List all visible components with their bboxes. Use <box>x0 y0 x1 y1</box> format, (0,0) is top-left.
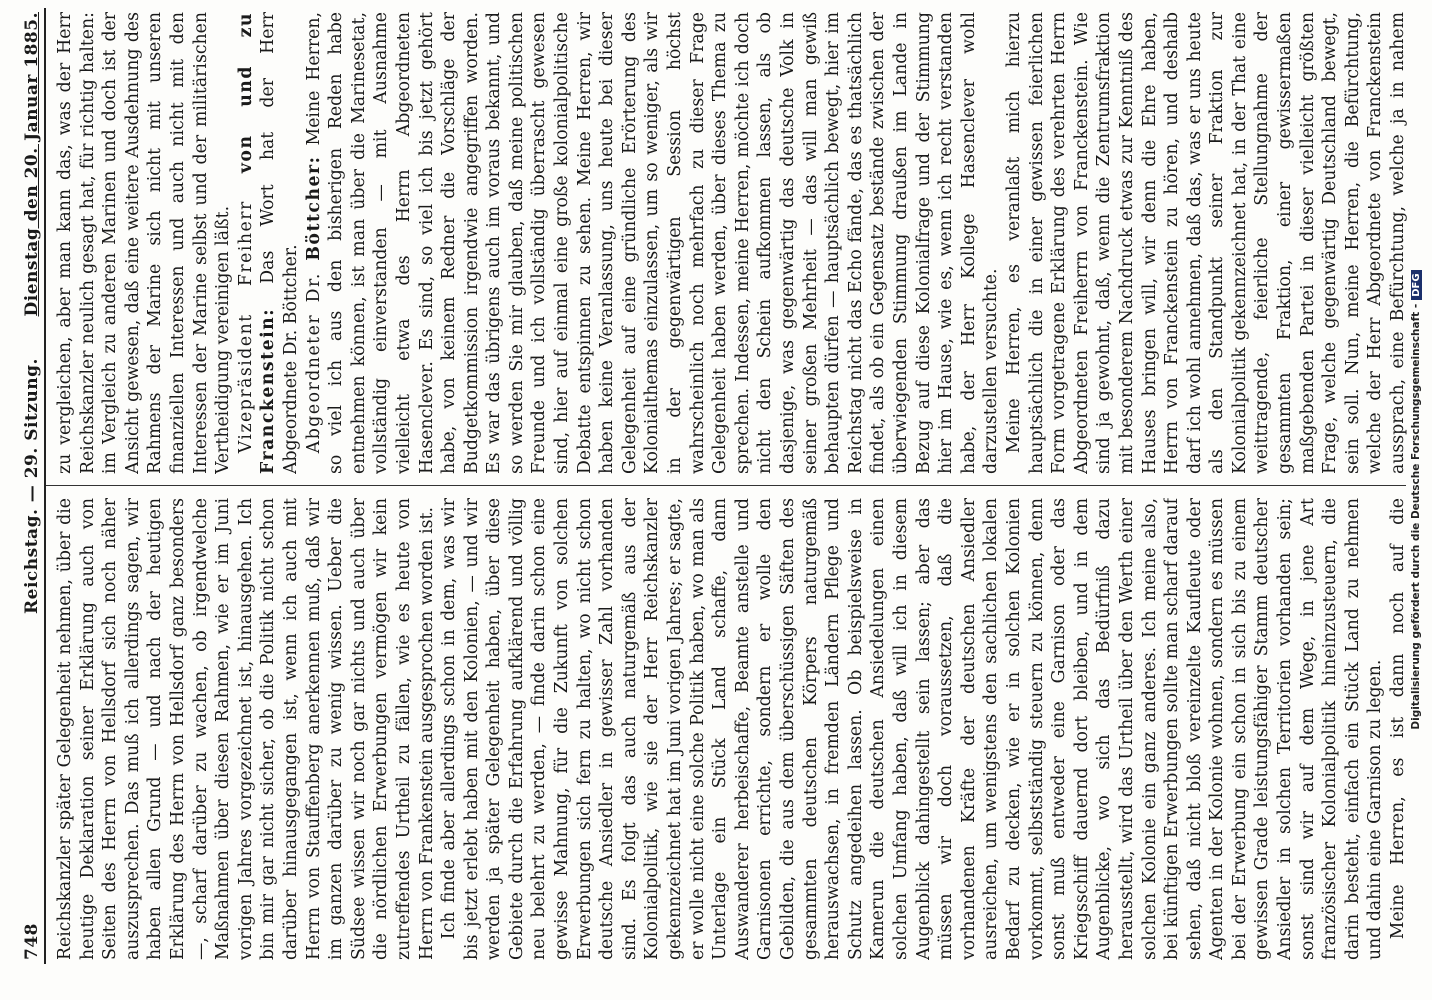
session-title: Reichstag. — 29. Sitzung. <box>22 358 42 614</box>
speaker-name: von und zu Franckenstein: <box>235 12 279 474</box>
header-rule <box>44 8 46 964</box>
credit-text: Digitalisierung gefördert durch die Deutsche Forschungsgemeinschaft - <box>1410 303 1422 730</box>
dfg-logo: DFG <box>1411 270 1422 299</box>
digitization-credit <box>1410 0 1428 1000</box>
speech-paragraph <box>303 12 1003 474</box>
left-column <box>54 498 1408 960</box>
speaker-title: Vizepräsident Freiherr <box>235 173 256 454</box>
right-column <box>54 12 1408 474</box>
page-number: 748 <box>22 923 42 960</box>
speaker-title: Abgeordneter Dr. <box>303 260 324 454</box>
column-divider <box>46 485 1406 486</box>
paragraph: zu vergleichen, aber man kann das, was der Herr Reichskanzler neulich gesagt hat, für richtig halten: im Vergleich zu anderen Marinen und doch ist der Ansicht gewesen, daß eine weitere Ausdehnung des Rahmens der Marine sich nicht mit unseren finanziellen Interessen und auch nicht mit den Interessen der Marine selbst und der militärischen Vertheidigung vereinigen läßt. <box>55 12 234 474</box>
paragraph: Ich finde aber allerdings schon in dem, was wir bis jetzt erlebt haben mit den Kolonien, — und wir werden ja später Gelegenheit haben, über diese Gebiete durch die Erfahrung aufklärend und völlig neu belehrt zu werden, — finde darin schon eine gewisse Mahnung, für die Zukunft von solchen Erwerbungen sich fern zu halten, wo nicht schon deutsche Ansiedler in gewisser Zahl vorhanden sind. Es folgt das auch naturgemäß aus der Kolonialpolitik, wie sie der Herr Reichskanzler gekennzeichnet hat im Juni vorigen Jahres; er sagte, er wolle nicht eine solche Politik haben, wo man als Unterlage ein Stück Land schaffe, dann Auswanderer herbeischaffe, Beamte anstelle und Garnisonen errichte, sondern er wolle den Gebilden, die aus dem überschüssigen Säften des gesammten deutschen Körpers naturgemäß herauswachsen, in fremden Ländern Pflege und Schutz angedeihen lassen. Ob beispielsweise in Kamerun die deutschen Ansiedelungen einen solchen Umfang haben, daß will ich in diesem Augenblick dahingestellt sein lassen; aber das müssen wir doch voraussetzen, daß die vorhandenen Kräfte der deutschen Ansiedler ausreichen, um wenigstens den sachlichen lokalen Bedarf zu decken, wie er in solchen Kolonien vorkommt, selbstständig steuern zu können, denn sonst muß entweder eine Garnison oder das Kriegsschiff dauernd dort bleiben, und in dem Augenblicke, wo sich das Bedürfniß dazu herausstellt, wird das Urtheil über den Werth einer solchen Kolonie ein ganz anderes. Ich meine also, bei künftigen Erwerbungen sollte man scharf darauf sehen, daß nicht bloß vereinzelte Kaufleute oder Agenten in der Kolonie wohnen, sondern es müssen bei der Erwerbung ein schon in sich bis zu einem gewissen Grade leistungsfähiger Stamm deutscher Ansiedler in solchen Territorien vorhanden sein; sonst sind wir auf dem Wege, in jene Art französischer Kolonialpolitik hineinzusteuern, die darin besteht, einfach ein Stück Land zu nehmen und dahin eine Garnison zu legen. <box>439 498 1386 960</box>
paragraph: Meine Herren, es ist dann noch auf die <box>1388 498 1408 940</box>
paragraph: Reichskanzler später Gelegenheit nehmen, über die heutige Deklaration seiner Erklärung auch von Seiten des Herrn von Hellsdorf sich noch näher auszusprechen. Das muß ich allerdings sagen, wir haben allen Grund — und nach der heutigen Erklärung des Herrn von Hellsdorf ganz besonders —, scharf darüber zu wachen, ob irgendwelche Maßnahmen über diesen Rahmen, wie er im Juni vorigen Jahres vorgezeichnet ist, hinausgehen. Ich bin mir gar nicht sicher, ob die Politik nicht schon darüber hinausgegangen ist, wenn ich auch mit Herrn von Stauffenberg anerkennen muß, daß wir im ganzen darüber zu wenig wissen. Ueber die Südsee wissen wir noch gar nichts und auch über die nördlichen Erwerbungen vermögen wir kein zutreffendes Urtheil zu fällen, wie es heute von Herrn von Frankenstein ausgesprochen worden ist. <box>55 498 437 960</box>
speech-text: Meine Herren, so viel ich aus den bisherigen Reden habe entnehmen können, ist man über die Marinesetat, vollständig einverstanden — mit Ausnahme vielleicht etwa des Herrn Abgeordneten Hasenclever. Es sind, so viel ich bis jetzt gehört habe, von keinem Redner die Vorschläge der Budgetkommission irgendwie angegriffen worden. Es war das übrigens auch im voraus bekannt, und so werden Sie mir glauben, daß meine politischen Freunde und ich vollständig überrascht gewesen sind, hier auf einmal eine große kolonialpolitische Debatte entspinnen zu sehen. Meine Herren, wir haben keine Veranlassung, uns heute bei dieser Gelegenheit auf eine gründliche Erörterung des Kolonialthemas einzulassen, um so weniger, als wir in der gegenwärtigen Session höchst wahrscheinlich noch mehrfach zu dieser Frage Gelegenheit haben werden, über dieses Thema zu sprechen. Indessen, meine Herren, möchte ich doch nicht den Schein aufkommen lassen, als ob dasjenige, was gegenwärtig das deutsche Volk in seiner großen Mehrheit — das will man gewiß behaupten dürfen — hauptsächlich bewegt, hier im Reichstag nicht das Echo fände, das es thatsächlich findet, als ob ein Gegensatz bestände zwischen der überwiegenden Stimmung draußen im Lande in Bezug auf diese Kolonialfrage und der Stimmung hier im Hause, wie es, wenn ich recht verstanden habe, der Herr Kollege Hasenclever wohl darzustellen versuchte. <box>303 12 1002 474</box>
speaker-announcement <box>235 12 303 474</box>
paragraph: Meine Herren, es veranlaßt mich hierzu hauptsächlich die in einer gewissen feierlichen Form vorgetragene Erklärung des verehrten Herrn Abgeordneten Freiherrn von Franckenstein. Wie sind ja gewohnt, daß, wenn die Zentrumsfraktion mit besonderem Nachdruck etwas zur Kenntniß des Hauses bringen will, wir denn die Ehre haben, Herrn von Franckenstein zu hören, und deshalb darf ich wohl annehmen, daß das, was er uns heute als den Standpunkt seiner Fraktion zur Kolonialpolitik gekennzeichnet hat, in der That eine weittragende, feierliche Stellungnahme der gesammten Fraktion, einer gewissermaßen maßgebenden Partei in dieser vielleicht größten Frage, welche gegenwärtig Deutschland bewegt, sein soll. Nun, meine Herren, die Befürchtung, welche der Herr Abgeordnete von Franckenstein aussprach, eine Befürchtung, welche ja in nahem <box>1003 12 1408 474</box>
speaker-name: Böttcher: <box>303 155 324 261</box>
announcement-text: Das Wort hat der Herr Abgeordnete Dr. Böttcher. <box>258 12 301 474</box>
running-head <box>22 12 44 960</box>
session-date: Dienstag den 20. Januar 1885. <box>22 12 42 317</box>
